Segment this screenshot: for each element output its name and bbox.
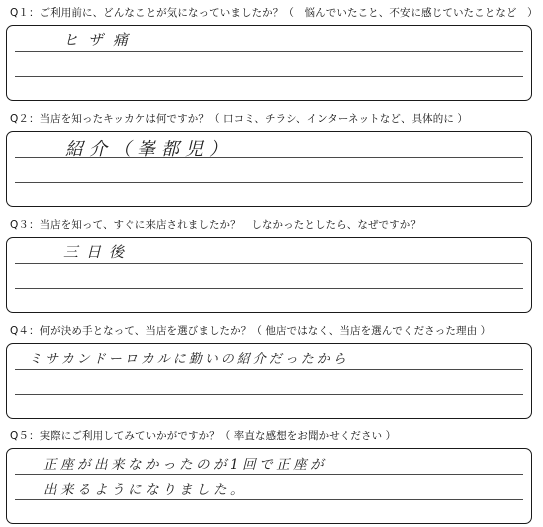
handwritten-answer-line: ミサカンドーロカルに勤いの紹介だったから (29, 352, 349, 367)
ruled-line (15, 263, 523, 264)
answer-box (6, 343, 532, 419)
ruled-line (15, 499, 523, 500)
ruled-line (15, 474, 523, 475)
question-label: Q４：何が決め手となって、当店を選びましたか？（ 他店ではなく、当店を選んでくださった理由 ） (10, 325, 492, 337)
handwritten-answer-line: 出来るようになりました。 (43, 482, 247, 498)
answer-box (6, 25, 532, 101)
handwritten-answer-line: 正座が出来なかったのが1回で正座が (43, 457, 328, 473)
ruled-line (15, 182, 523, 183)
answer-box (6, 237, 532, 313)
handwritten-answer-line: ヒザ痛 (63, 31, 139, 49)
question-label: Q３：当店を知って、すぐに来店されましたか？ しなかったとしたら、なぜですか？ (10, 219, 421, 231)
answer-box (6, 448, 532, 524)
question-label: Q５：実際にご利用してみていかがですか？（ 率直な感想をお聞かせください ） (10, 430, 397, 442)
ruled-line (15, 394, 523, 395)
handwritten-answer-line: 紹介（峯都児） (65, 139, 233, 160)
ruled-line (15, 369, 523, 370)
handwritten-answer-line: 三日後 (63, 243, 133, 261)
question-label: Q２：当店を知ったキッカケは何ですか？（ 口コミ、チラシ、インターネットなど、具体的に ） (10, 113, 469, 125)
ruled-line (15, 51, 523, 52)
question-label: Q１：ご利用前に、どんなことが気になっていましたか？（ 悩んでいたこと、不安に感じていたことなど ） (10, 7, 538, 19)
ruled-line (15, 288, 523, 289)
answer-box (6, 131, 532, 207)
ruled-line (15, 76, 523, 77)
